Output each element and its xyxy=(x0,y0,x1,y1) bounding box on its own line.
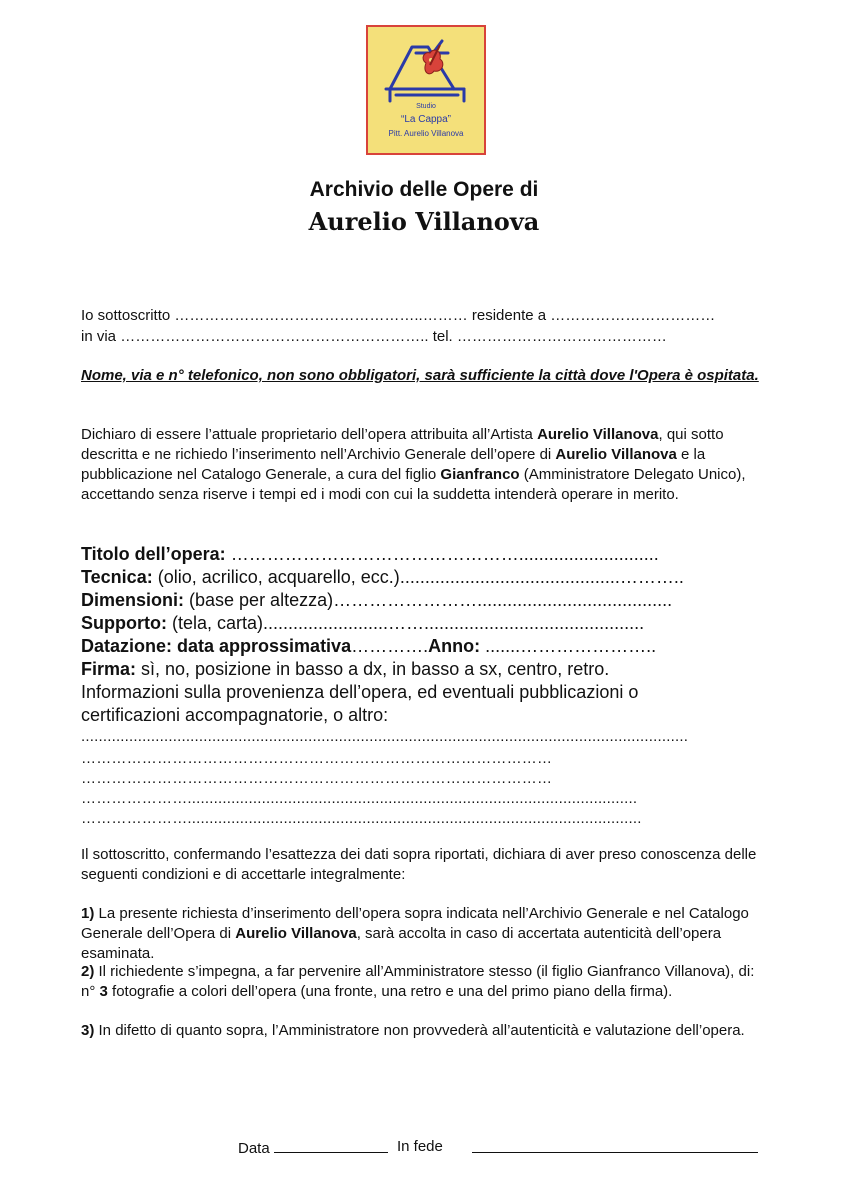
date-label: Data xyxy=(238,1140,270,1157)
logo-line-painter: Pitt. Aurelio Villanova xyxy=(388,129,464,138)
signature-options[interactable]: sì, no, posizione in basso a dx, in basso a sx, centro, retro. xyxy=(136,659,610,679)
declaration-text-3: e la pubblicazione nel Catalogo Generale, a cura del figlio xyxy=(81,446,706,483)
date-row xyxy=(238,1138,388,1157)
signature-field[interactable] xyxy=(472,1138,758,1153)
signature-field-row xyxy=(81,658,609,681)
condition-number: 3) xyxy=(81,1022,95,1039)
logo-line-name: “La Cappa” xyxy=(400,114,452,125)
declarant-label: Io sottoscritto xyxy=(81,307,171,324)
artist-name: Aurelio Villanova xyxy=(537,426,659,443)
photo-count: 3 xyxy=(99,983,108,1000)
declarant-name-line xyxy=(81,306,715,325)
declaration-text-2: , qui sotto descritta e ne richiedo l’inserimento nell’Archivio Generale dell’opere di xyxy=(81,426,724,463)
condition-text: In difetto di quanto sopra, l’Amministratore non provvederà all’autenticità e valutazione dell’opera. xyxy=(94,1022,745,1039)
declarant-address-line xyxy=(81,327,667,346)
dimensions-field-row xyxy=(81,589,672,612)
signature-line-row xyxy=(472,1138,758,1157)
street-field[interactable]: …………………………………………………….. xyxy=(120,328,429,345)
provenance-line-4[interactable]: …………………....................................................................................................... xyxy=(81,790,638,807)
page-title: Archivio delle Opere di xyxy=(309,178,539,201)
dating-field-row xyxy=(81,635,656,658)
condition-text: fotografie a colori dell’opera (una fronte, una retro e una del primo piano della firma). xyxy=(107,983,673,1000)
technique-hint: (olio, acrilico, acquarello, ecc.) xyxy=(152,567,400,587)
dimensions-hint: (base per altezza) xyxy=(184,590,334,610)
condition-2 xyxy=(81,962,771,1002)
street-label: in via xyxy=(81,328,117,345)
studio-logo xyxy=(366,25,486,155)
year-label: Anno: xyxy=(428,636,481,656)
dimensions-label: Dimensioni: xyxy=(81,590,185,610)
condition-1 xyxy=(81,904,771,964)
title-field[interactable]: …………………………………………............................ xyxy=(225,544,659,564)
provenance-line-1[interactable]: ........................................................................................................................................... xyxy=(81,728,689,745)
title-field-row xyxy=(81,543,659,566)
residence-label: residente a xyxy=(471,307,547,324)
support-hint: (tela, carta) xyxy=(166,613,264,633)
provenance-label-2: certificazioni accompagnatorie, o altro: xyxy=(81,705,389,725)
logo-line-studio: Studio xyxy=(416,103,436,110)
declarant-name-field[interactable]: …………………………………………..……… xyxy=(174,307,468,324)
artist-name: Aurelio Villanova xyxy=(235,925,357,942)
phone-label: tel. xyxy=(432,328,453,345)
declaration-text-1: Dichiaro di essere l’attuale proprietario dell’opera attribuita all’Artista xyxy=(81,426,538,443)
condition-3 xyxy=(81,1021,771,1041)
date-field[interactable] xyxy=(274,1138,388,1153)
phone-field[interactable]: …………………………………… xyxy=(456,328,667,345)
residence-field[interactable]: …………………………… xyxy=(550,307,716,324)
title-label: Titolo dell’opera: xyxy=(81,544,226,564)
conditions-intro: Il sottoscritto, confermando l’esattezza dei dati sopra riportati, dichiara di aver preso conoscenza delle seguenti condizioni e di accettarle integralmente: xyxy=(81,846,757,883)
support-field-row xyxy=(81,612,644,635)
artist-name: Aurelio Villanova xyxy=(555,446,677,463)
privacy-note: Nome, via e n° telefonico, non sono obbligatori, sarà sufficiente la città dove l'Opera è ospitata. xyxy=(81,367,759,384)
condition-number: 1) xyxy=(81,905,95,922)
declaration-paragraph xyxy=(81,425,771,505)
technique-field-row xyxy=(81,566,684,589)
condition-text: Il richiedente s’impegna, a far pervenire all’Amministratore stesso (il figlio Gianfranco Villanova), di: n° xyxy=(81,963,755,1000)
artist-title: Aurelio Villanova xyxy=(308,207,540,236)
condition-number: 2) xyxy=(81,963,95,980)
in-fede-label: In fede xyxy=(397,1138,443,1155)
year-field[interactable]: .......………………….. xyxy=(480,636,657,656)
provenance-line-5[interactable]: …………………........................................................................................................ xyxy=(81,810,642,827)
provenance-line-3[interactable]: ………………………………………………………………………………… xyxy=(81,770,553,787)
son-name: Gianfranco xyxy=(440,466,520,483)
support-field[interactable]: .........................……............................................ xyxy=(263,613,645,633)
technique-field[interactable]: ............................................……….. xyxy=(399,567,684,587)
provenance-label-1: Informazioni sulla provenienza dell’opera, ed eventuali pubblicazioni o xyxy=(81,682,639,702)
technique-label: Tecnica: xyxy=(81,567,153,587)
support-label: Supporto: xyxy=(81,613,167,633)
dimensions-field[interactable]: ……………………....................................... xyxy=(333,590,673,610)
declaration-text-4: (Amministratore Delegato Unico), accettando senza riserve i tempi ed i modi con cui la suddetta intenderà operare in merito. xyxy=(81,466,746,503)
signature-row xyxy=(397,1138,443,1155)
signature-label: Firma: xyxy=(81,659,137,679)
dating-label: Datazione: data approssimativa xyxy=(81,636,352,656)
dating-field[interactable]: …………. xyxy=(351,636,429,656)
provenance-line-2[interactable]: ………………………………………………………………………………… xyxy=(81,750,553,767)
condition-text: La presente richiesta d’inserimento dell’opera sopra indicata nell’Archivio Generale e nel Catalogo Generale dell’Opera di xyxy=(81,905,749,942)
condition-text: , sarà accolta in caso di accertata autenticità dell’opera esaminata. xyxy=(81,925,722,962)
